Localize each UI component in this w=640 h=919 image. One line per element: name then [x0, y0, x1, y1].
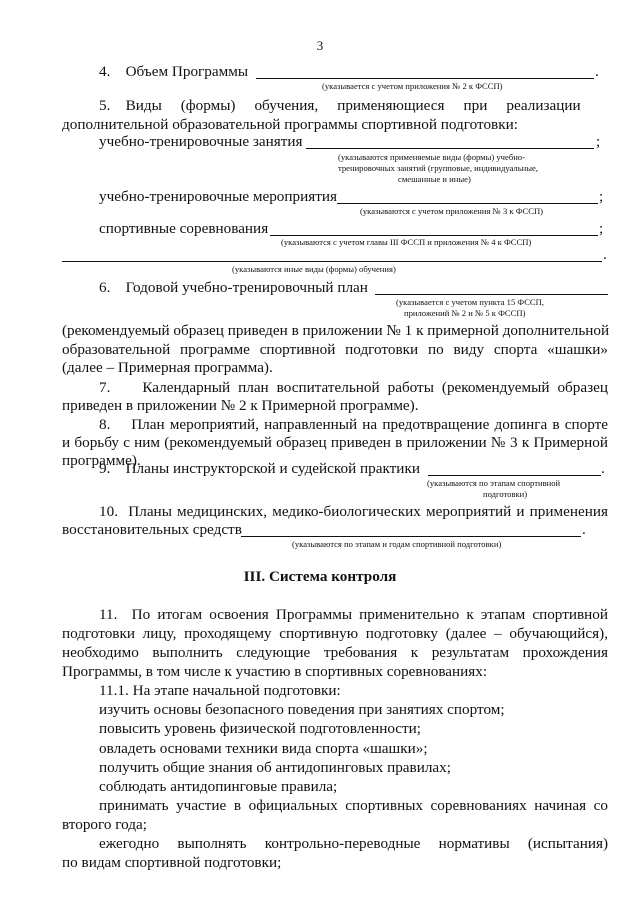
item-8-line-3: программе). [62, 452, 141, 469]
item-10-line-1: 10. Планы медицинских, медико-биологических мероприятий и применения [99, 503, 608, 520]
training-sessions-blank-line [306, 148, 594, 149]
participate-line-1: принимать участие в официальных спортивных соревнованиях начиная со [99, 797, 608, 814]
para-11-line-1: 11. По итогам освоения Программы применительно к этапам спортивной [99, 606, 608, 623]
item-7-line-1: 7. Календарный план воспитательной работы (рекомендуемый образец [99, 379, 608, 396]
item-6-note-1: (указывается с учетом пункта 15 ФССП, [396, 297, 545, 307]
list-item: получить общие знания об антидопинговых правилах; [99, 759, 451, 776]
other-forms-dot: . [603, 246, 607, 263]
item-9-dot: . [601, 460, 605, 477]
item-10-dot: . [582, 521, 586, 538]
annually-line-2: по видам спортивной подготовки; [62, 854, 282, 871]
competitions-note: (указываются с учетом главы III ФССП и приложения № 4 к ФССП) [281, 237, 532, 247]
item-5-line-1: 5. Виды (формы) обучения, применяющиеся при реализации [99, 97, 581, 114]
item-6-blank-line [375, 294, 608, 295]
item-10-note: (указываются по этапам и годам спортивной подготовки) [292, 539, 502, 549]
item-9-note-1: (указываются по этапам спортивной [427, 478, 561, 488]
item-6-note-2: приложений № 2 и № 5 к ФССП) [404, 308, 526, 318]
item-6-label: 6. Годовой учебно-тренировочный план [99, 279, 368, 296]
item-6-line-1: (рекомендуемый образец приведен в приложении № 1 к примерной дополнительной [62, 322, 610, 339]
competitions-label: спортивные соревнования [99, 220, 269, 237]
item-4-dot: . [595, 63, 599, 80]
section-heading: III. Система контроля [243, 568, 397, 585]
training-sessions-note-1: (указываются применяемые виды (формы) учебно- [338, 152, 525, 162]
item-4-label: 4. Объем Программы [99, 63, 249, 80]
item-10-blank-line [241, 536, 581, 537]
training-events-note: (указываются с учетом приложения № 3 к ФССП) [360, 206, 544, 216]
competitions-blank-line [270, 235, 598, 236]
item-7-line-2: приведен в приложении № 2 к Примерной программе). [62, 397, 419, 414]
item-9-note-2: подготовки) [483, 489, 528, 499]
list-item: повысить уровень физической подготовленности; [99, 720, 422, 737]
other-forms-blank-line [62, 261, 602, 262]
item-5-line-2: дополнительной образовательной программы спортивной подготовки: [62, 116, 518, 133]
item-4-note: (указывается с учетом приложения № 2 к ФССП) [322, 81, 503, 91]
item-9-label: 9. Планы инструкторской и судейской практики [99, 460, 420, 477]
competitions-semicolon: ; [599, 220, 604, 237]
training-sessions-note-3: смешанные и иные) [398, 174, 471, 184]
training-sessions-semicolon: ; [596, 133, 601, 150]
list-item: овладеть основами техники вида спорта «шашки»; [99, 740, 428, 757]
item-4-blank-line [256, 78, 594, 79]
para-11-line-3: необходимо выполнить следующие требования к результатам прохождения [62, 644, 608, 661]
item-6-line-2: образовательной программе спортивной подготовки по виду спорта «шашки» [62, 341, 608, 358]
item-8-line-1: 8. План мероприятий, направленный на предотвращение допинга в спорте [99, 416, 608, 433]
para-11-line-4: Программы, в том числе к участию в спортивных соревнованиях: [62, 663, 488, 680]
annually-line-1: ежегодно выполнять контрольно-переводные нормативы (испытания) [99, 835, 608, 852]
page-number: 3 [316, 38, 324, 53]
para-11-line-2: подготовки лицу, проходящему спортивную подготовку (далее – обучающийся), [62, 625, 608, 642]
other-forms-note: (указываются иные виды (формы) обучения) [232, 264, 396, 274]
para-11-1: 11.1. На этапе начальной подготовки: [99, 682, 341, 699]
item-6-line-3: (далее – Примерная программа). [62, 359, 273, 376]
participate-line-2: второго года; [62, 816, 147, 833]
list-item: соблюдать антидопинговые правила; [99, 778, 338, 795]
item-10-line-2: восстановительных средств [62, 521, 242, 538]
item-8-line-2: и борьбу с ним (рекомендуемый образец приведен в приложении № 3 к Примерной [62, 434, 608, 451]
training-events-semicolon: ; [599, 188, 604, 205]
list-item: изучить основы безопасного поведения при занятиях спортом; [99, 701, 505, 718]
training-events-label: учебно-тренировочные мероприятия [99, 188, 337, 205]
training-sessions-note-2: тренировочных занятий (групповые, индивидуальные, [338, 163, 538, 173]
training-events-blank-line [337, 203, 598, 204]
training-sessions-label: учебно-тренировочные занятия [99, 133, 303, 150]
item-9-blank-line [428, 475, 601, 476]
